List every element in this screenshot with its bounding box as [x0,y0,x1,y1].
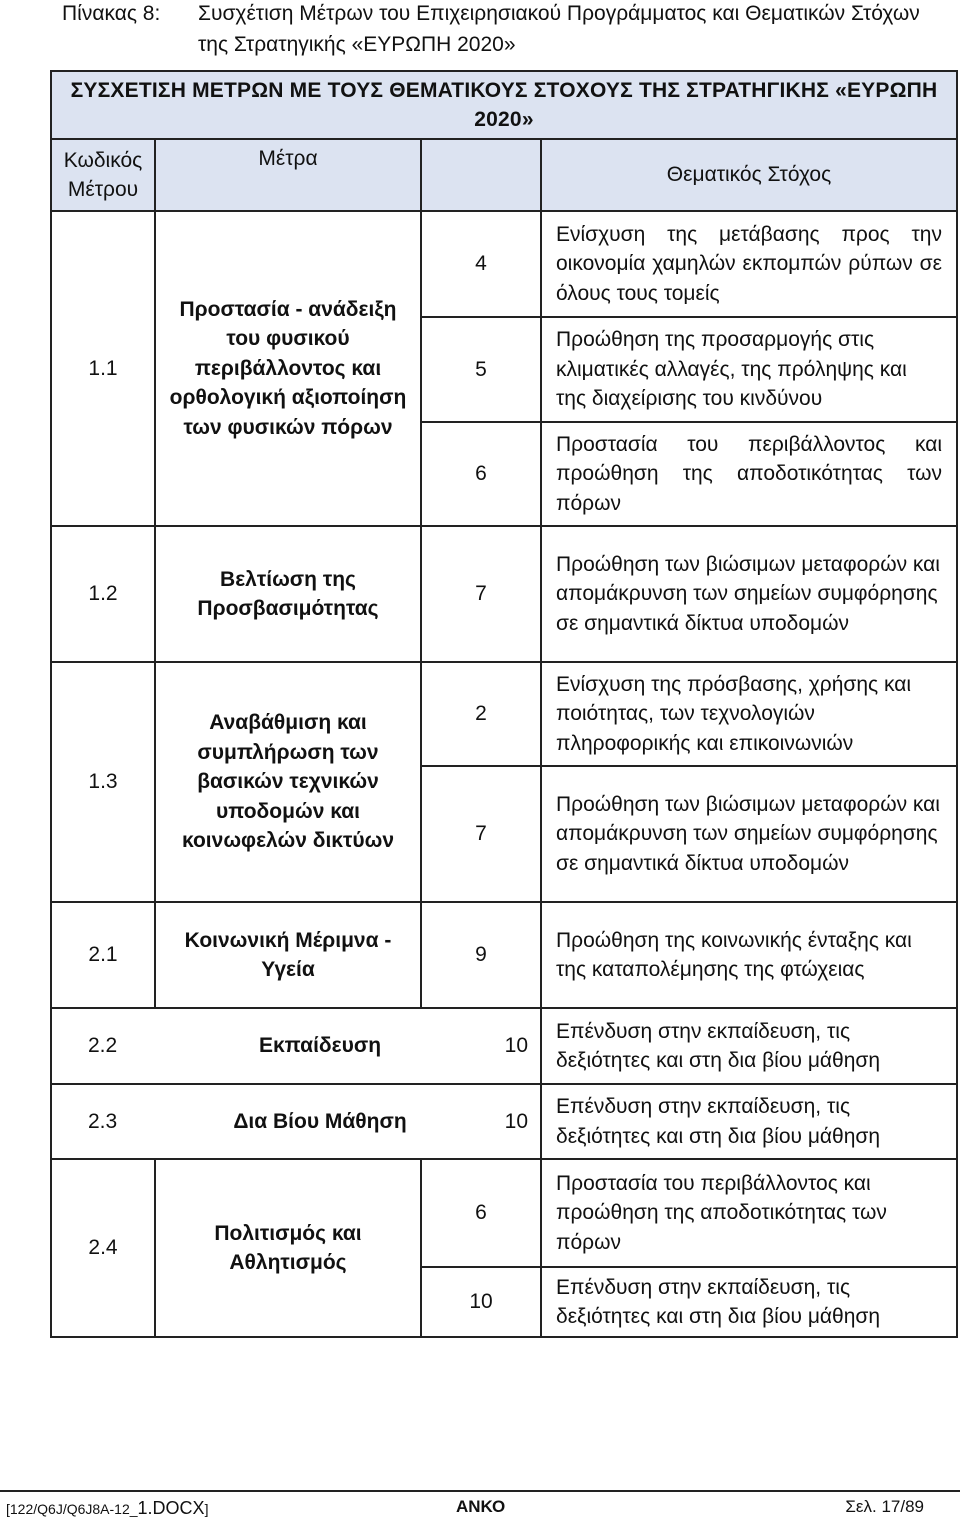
measure-name: Κοινωνική Μέριμνα - Υγεία [155,902,421,1008]
table-row [51,1008,957,1084]
measure-name: Βελτίωση της Προσβασιμότητας [155,526,421,662]
table-row [51,662,957,766]
caption-text: Συσχέτιση Μέτρων του Επιχειρησιακού Προγράμματος και Θεματικών Στόχων της Στρατηγικής «ΕΥΡΩΠΗ 2020» [198,2,920,56]
caption-label: Πίνακας 8: [62,2,161,25]
ref-main: 1.DOCX [137,1498,205,1518]
goal-text: Επένδυση στην εκπαίδευση, τις δεξιότητες και στη δια βίου μάθηση [541,1267,957,1337]
document-reference [6,1498,208,1519]
correlation-table [50,70,958,1338]
table-row [51,211,957,317]
table-header-row [51,139,957,211]
ref-prefix: [122/Q6J/Q6J8A-12_ [6,1501,138,1517]
header-goal: Θεματικός Στόχος [541,139,957,211]
goal-number: 5 [421,317,541,422]
table-row [51,902,957,1008]
header-code: Κωδικός Μέτρου [51,139,155,211]
measure-code: 2.2 [88,1034,118,1058]
measure-code: 2.1 [51,902,155,1008]
goal-number: 10 [504,1034,528,1058]
measure-code: 2.4 [51,1159,155,1337]
measure-name: Αναβάθμιση και συμπλήρωση των βασικών τεχνικών υποδομών και κοινωφελών δικτύων [155,662,421,902]
goal-text: Προώθηση των βιώσιμων μεταφορών και απομάκρυνση των σημείων συμφόρησης σε σημαντικά δίκτυα υποδομών [541,766,957,902]
measure-code: 1.2 [51,526,155,662]
goal-number: 7 [421,766,541,902]
table-row [51,1084,957,1159]
measure-code: 2.3 [88,1109,118,1133]
table-title-row [51,71,957,139]
table-row [51,1159,957,1267]
goal-number: 7 [421,526,541,662]
goal-text: Επένδυση στην εκπαίδευση, τις δεξιότητες και στη δια βίου μάθηση [541,1084,957,1159]
goal-number: 10 [421,1267,541,1337]
measure-inline-cell [51,1084,541,1159]
page-footer [0,1496,960,1522]
goal-text: Ενίσχυση της μετάβασης προς την οικονομία χαμηλών εκπομπών ρύπων σε όλους τους τομείς [541,211,957,317]
page-number: Σελ. 17/89 [845,1497,924,1516]
goal-text: Προστασία του περιβάλλοντος και προώθηση της αποδοτικότητας των πόρων [541,1159,957,1267]
goal-text: Προώθηση της προσαρμογής στις κλιματικές αλλαγές, της πρόληψης και της διαχείρισης του κινδύνου [541,317,957,422]
organization-name: ΑΝΚΟ [456,1497,506,1516]
measure-name: Εκπαίδευση [258,1034,382,1058]
measure-name: Προστασία - ανάδειξη του φυσικού περιβάλλοντος και ορθολογική αξιοποίηση των φυσικών πόρων [155,211,421,526]
goal-number: 10 [504,1109,528,1133]
goal-number: 2 [421,662,541,766]
measure-inline-cell [51,1008,541,1084]
measure-name: Πολιτισμός και Αθλητισμός [155,1159,421,1337]
goal-number: 4 [421,211,541,317]
footer-divider [0,1490,960,1492]
header-number [421,139,541,211]
measure-name: Δια Βίου Μάθηση [233,1109,407,1133]
table-title: ΣΥΣΧΕΤΙΣΗ ΜΕΤΡΩΝ ΜΕ ΤΟΥΣ ΘΕΜΑΤΙΚΟΥΣ ΣΤΟΧΟΥΣ ΤΗΣ ΣΤΡΑΤΗΓΙΚΗΣ «ΕΥΡΩΠΗ 2020» [51,71,957,139]
goal-number: 6 [421,1159,541,1267]
goal-number: 6 [421,422,541,526]
measure-code: 1.1 [51,211,155,526]
goal-text: Προστασία του περιβάλλοντος και προώθηση της αποδοτικότητας των πόρων [541,422,957,526]
goal-text: Προώθηση της κοινωνικής ένταξης και της καταπολέμησης της φτώχειας [541,902,957,1008]
goal-text: Ενίσχυση της πρόσβασης, χρήσης και ποιότητας, των τεχνολογιών πληροφορικής και επικοινωνιών [541,662,957,766]
measure-code: 1.3 [51,662,155,902]
goal-text: Προώθηση των βιώσιμων μεταφορών και απομάκρυνση των σημείων συμφόρησης σε σημαντικά δίκτυα υποδομών [541,526,957,662]
goal-number: 9 [421,902,541,1008]
table-row [51,526,957,662]
ref-suffix: ] [204,1501,209,1517]
header-measure: Μέτρα [155,139,421,211]
goal-text: Επένδυση στην εκπαίδευση, τις δεξιότητες και στη δια βίου μάθηση [541,1008,957,1084]
